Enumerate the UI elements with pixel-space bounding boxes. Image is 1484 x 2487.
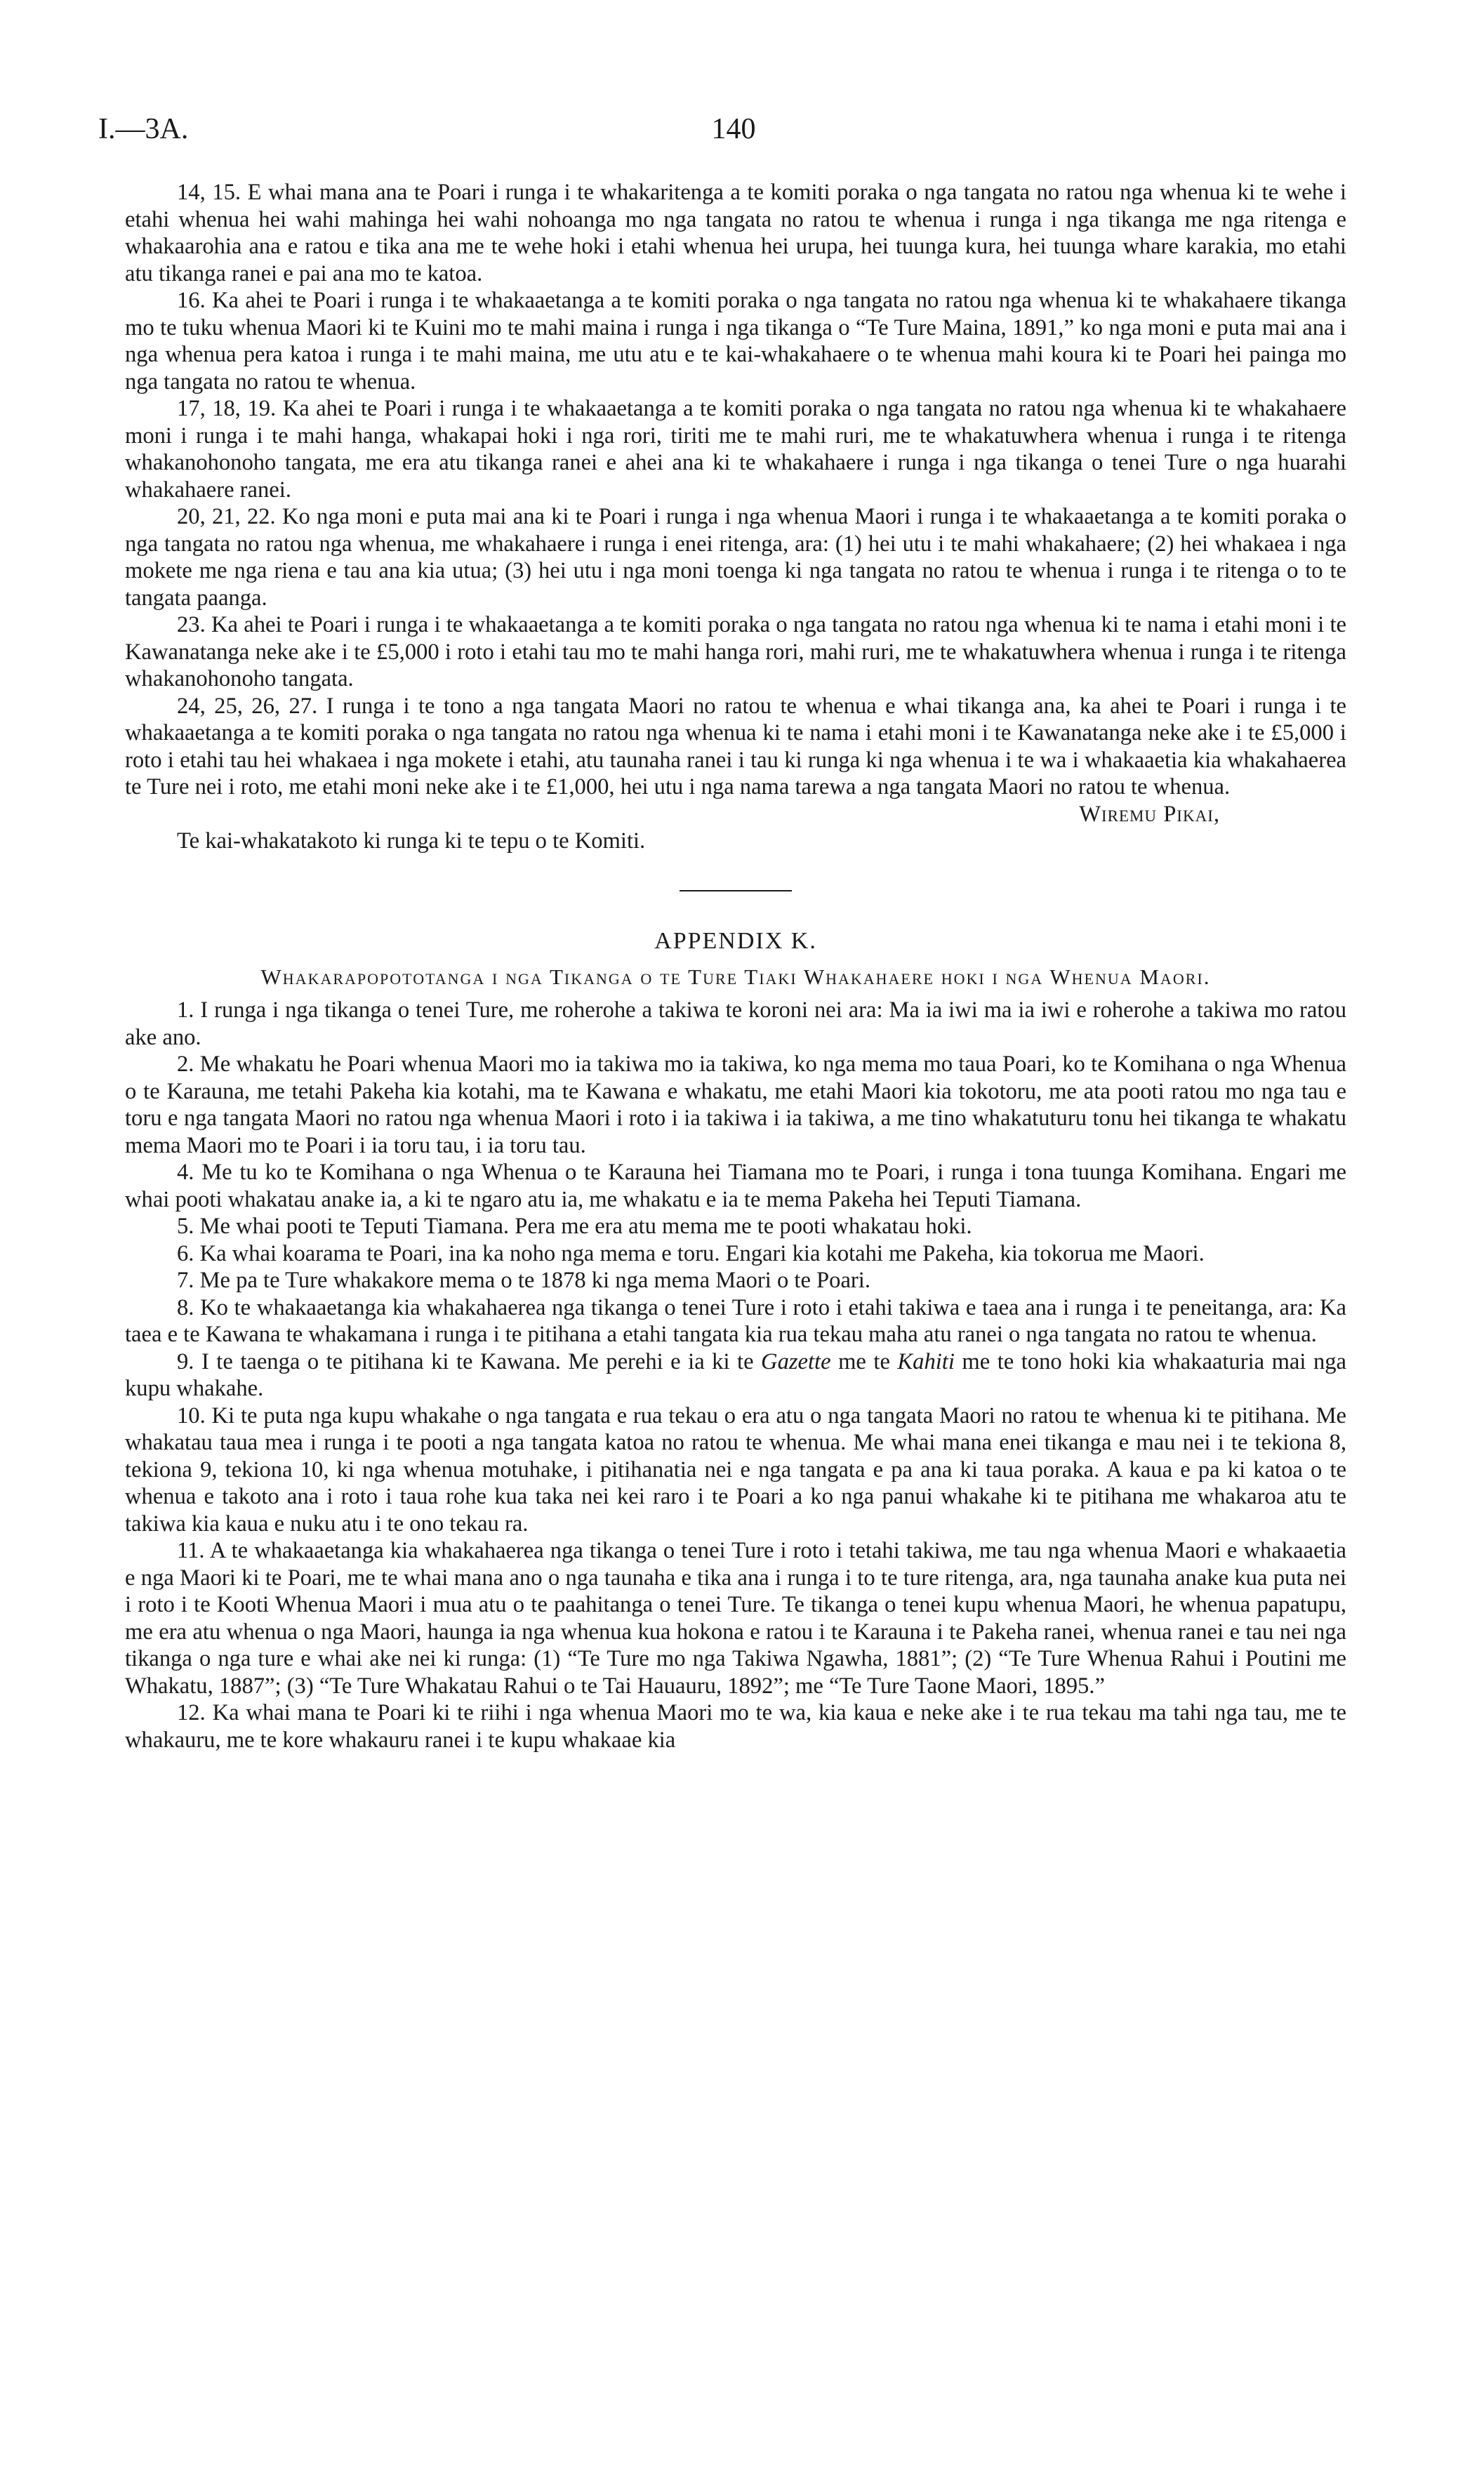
paragraph-23: 23. Ka ahei te Poari i runga i te whakaaetanga a te komiti poraka o nga tangata no ratou nga whenua ki te nama i etahi moni i te Kawanatanga neke ake i te £5,000 i roto i etahi tau mo te mahi hanga rori, mahi ruri, me te whakatuwhera whenua i runga i te ritenga whakanohonoho tangata.	[125, 612, 1346, 691]
appendix-paragraph-11: 11. A te whakaaetanga kia whakahaerea nga tikanga o tenei Ture i roto i tetahi takiwa, me tau nga whenua Maori e whakaaetia e nga Maori ki te Poari, me te whai mana ano o nga taunaha e tika ana i runga i to te ture ritenga, ara, nga taunaha anake kua puta nei i roto i te Kooti Whenua Maori i mua atu o te paahitanga o tenei Ture. Te tikanga o tenei kupu whenua Maori, he whenua papatupu, me era atu whenua o nga Maori, haunga ia nga whenua kua hokona e ratou i te Karauna i te Pakeha ranei, whenua ranei e tau nei nga tikanga o nga ture e whai ake nei ki runga: (1) “Te Ture mo nga Takiwa Ngawha, 1881”; (2) “Te Ture Whenua Rahui i Poutini me Whakatu, 1887”; (3) “Te Ture Whakatau Rahui o te Tai Hauauru, 1892”; me “Te Ture Taone Maori, 1895.”	[125, 1538, 1346, 1699]
appendix-title: APPENDIX K.	[654, 927, 817, 954]
document-reference: I.—3A.	[98, 113, 189, 145]
section-divider	[680, 890, 792, 891]
appendix-paragraph-5: 5. Me whai pooti te Teputi Tiamana. Pera me era atu mema me te pooti whakatau hoki.	[177, 1214, 972, 1239]
kahiti-title: Kahiti	[897, 1348, 955, 1374]
page-number: 140	[711, 113, 756, 145]
appendix-paragraph-6: 6. Ka whai koarama te Poari, ina ka noho nga mema e toru. Engari kia kotahi me Pakeha, kia tokorua me Maori.	[177, 1240, 1205, 1266]
paragraph-17-19: 17, 18, 19. Ka ahei te Poari i runga i te whakaaetanga a te komiti poraka o nga tangata no ratou nga whenua ki te whakahaere moni i runga i te mahi hanga, whakapai hoki i nga rori, tiriti me te mahi ruri, me te whakatuwhera whenua i runga i te ritenga whakanohonoho tangata, me era atu tikanga ranei e ahei ana ki te whakahaere i runga i nga tikanga o tenei Ture o nga huarahi whakahaere ranei.	[125, 396, 1346, 503]
appendix-paragraph-9: 9. I te taenga o te pitihana ki te Kawana. Me perehi e ia ki te Gazette me te Kahiti me te tono hoki kia whakaaturia mai nga kupu whakahe.	[125, 1348, 1346, 1401]
document-body	[125, 179, 1346, 1753]
appendix-paragraph-8: 8. Ko te whakaaetanga kia whakahaerea nga tikanga o tenei Ture i roto i etahi takiwa e taea ana i runga i te peneitanga, ara: Ka taea e te Kawana te whakamana i runga i te pitihana a etahi tangata kia rua tekau maha atu ranei o nga tangata no ratou te whenua.	[125, 1294, 1346, 1347]
appendix-paragraph-12: 12. Ka whai mana te Poari ki te riihi i nga whenua Maori mo te wa, kia kaua e neke ake i te rua tekau ma tahi nga tau, me te whakauru, me te kore whakauru ranei i te kupu whakaae kia	[125, 1700, 1346, 1753]
paragraph-20-22: 20, 21, 22. Ko nga moni e puta mai ana ki te Poari i runga i nga whenua Maori i runga i te whakaaetanga a te komiti poraka o nga tangata no ratou nga whenua, me whakahaere i runga i enei ritenga, ara: (1) hei utu i te mahi whakahaere; (2) hei whakaea i nga mokete me nga riena e tau ana kia utua; (3) hei utu i nga moni toenga ki nga tangata no ratou te whenua i runga i te ritenga o to te tangata paanga.	[125, 504, 1346, 611]
page-header	[98, 112, 1369, 154]
gazette-title: Gazette	[761, 1348, 831, 1374]
appendix-paragraph-2: 2. Me whakatu he Poari whenua Maori mo ia takiwa mo ia takiwa, ko nga mema mo taua Poari, ko te Komihana o nga Whenua o te Karauna, me tetahi Pakeha kia kotahi, ma te Kawana e whakatu, me etahi Maori kia tokotoru, me ata pooti ratou mo nga tau e toru e nga tangata Maori no ratou nga whenua Maori i roto i ia takiwa i ia takiwa, a me tino whakatuturu tonu hei tikanga te whakatu mema Maori mo te Poari i ia toru tau, i ia toru tau.	[125, 1052, 1346, 1158]
signature-name: Wiremu Pikai,	[1079, 801, 1220, 827]
paragraph-16: 16. Ka ahei te Poari i runga i te whakaaetanga a te komiti poraka o nga tangata no ratou nga whenua ki te whakahaere tikanga mo te tuku whenua Maori ki te Kuini mo te mahi maina i runga i nga tikanga o “Te Ture Maina, 1891,” ko nga moni e puta mai ana i nga whenua pera katoa i runga i te mahi maina, me utu atu e te kai-whakahaere o te whenua mahi koura ki te Poari hei painga mo nga tangata no ratou te whenua.	[125, 288, 1346, 394]
paragraph-24-27: 24, 25, 26, 27. I runga i te tono a nga tangata Maori no ratou te whenua e whai tikanga ana, ka ahei te Poari i runga i te whakaaetanga a te komiti poraka o nga tangata no ratou nga whenua ki te nama i etahi moni i te Kawanatanga neke ake i te £5,000 i roto i etahi tau hei whakaea i nga mokete i etahi, atu taunaha ranei i tau ki runga ki nga whenua i te wa i whakaaetia kia whakahaerea te Ture nei i roto, me etahi moni neke ake i te £1,000, hei utu i nga nama tarewa a nga tangata Maori no ratou te whenua.	[125, 693, 1346, 800]
appendix-paragraph-4: 4. Me tu ko te Komihana o nga Whenua o te Karauna hei Tiamana mo te Poari, i runga i tona tuunga Komihana. Engari me whai pooti whakatau anake ia, a ki te ngaro atu ia, me whakatu e ia te mema Pakeha hei Teputi Tiamana.	[125, 1160, 1346, 1212]
appendix-paragraph-10: 10. Ki te puta nga kupu whakahe o nga tangata e rua tekau o era atu o nga tangata Maori no ratou te whenua ki te pitihana. Me whakatau taua mea i runga i te pooti a nga tangata katoa no ratou te whenua. Me whai mana enei tikanga e mau nei i te tekiona 8, tekiona 9, tekiona 10, ki nga whenua motuhake, i pitihanatia nei e nga tangata e pa ana ki taua poraka. A kaua e pa ki katoa o te whenua e takoto ana i roto i taua rohe kua taka nei kei raro i te Poari a ko nga panui whakahe ki te pitihana me whakaroa atu te takiwa kia kaua e nuku atu i te ono tekau ra.	[125, 1402, 1346, 1537]
appendix-subtitle: Whakarapopototanga i nga Tikanga o te Ture Tiaki Whakahaere hoki i nga Whenua Maori.	[260, 964, 1211, 989]
appendix-paragraph-7: 7. Me pa te Ture whakakore mema o te 1878 ki nga mema Maori o te Poari.	[177, 1268, 870, 1293]
signature-line: Te kai-whakatakoto ki runga ki te tepu o te Komiti.	[177, 828, 646, 854]
paragraph-14-15: 14, 15. E whai mana ana te Poari i runga i te whakaritenga a te komiti poraka o nga tangata no ratou nga whenua ki te wehe i etahi whenua hei wahi mahinga hei wahi nohoanga mo nga tangata no ratou te whenua i runga i nga tikanga me nga ritenga e whakaarohia ana e ratou e tika ana me te wehe hoki i etahi whenua hei urupa, hei tuunga kura, hei tuunga whare karakia, mo etahi atu tikanga ranei e pai ana mo te katoa.	[125, 180, 1346, 286]
appendix-paragraph-1: 1. I runga i nga tikanga o tenei Ture, me roherohe a takiwa te koroni nei ara: Ma ia iwi ma ia iwi e roherohe a takiwa mo ratou ake ano.	[125, 997, 1346, 1050]
